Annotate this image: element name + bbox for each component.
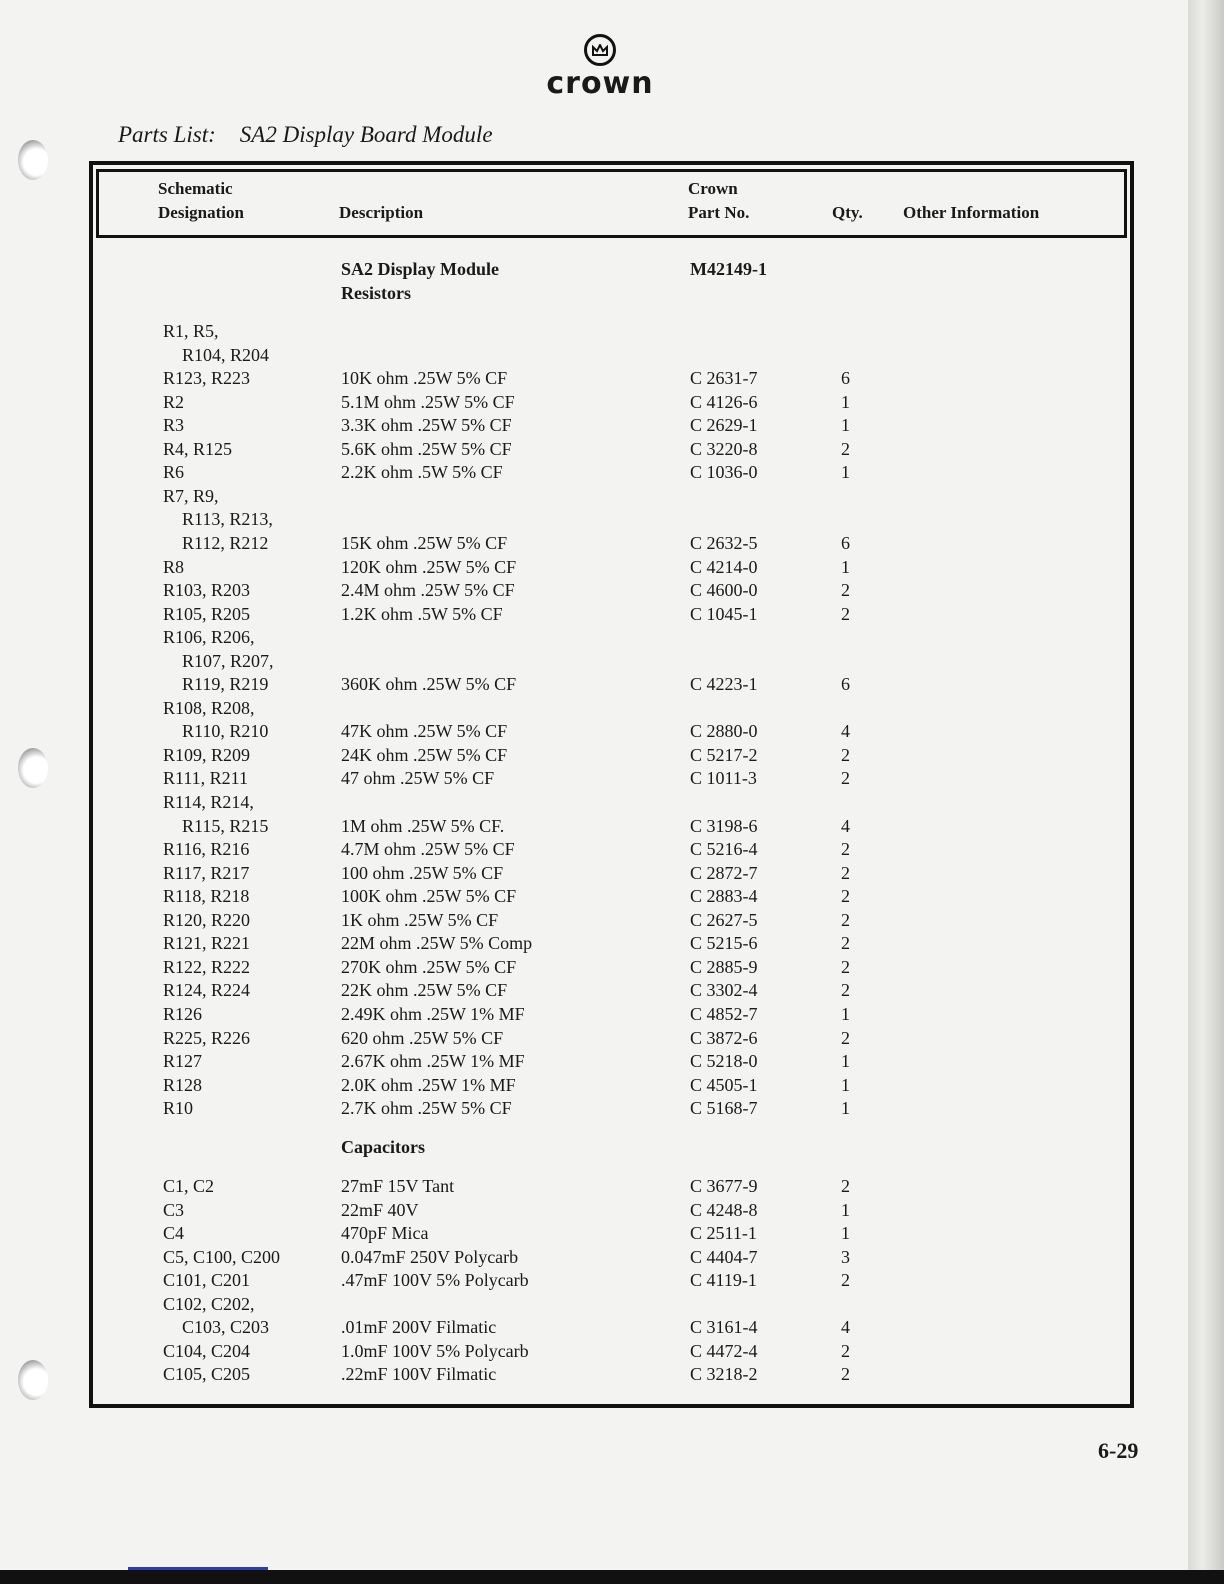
designation-cell: R108, R208, <box>163 697 255 718</box>
table-row <box>0 343 1100 367</box>
part-no-cell: C 3872-6 <box>690 1027 758 1048</box>
designation-cell: R120, R220 <box>163 909 251 930</box>
qty-cell: 2 <box>841 603 850 624</box>
designation-cell: R112, R212 <box>182 532 269 553</box>
qty-cell: 6 <box>841 532 850 553</box>
part-no-cell: C 4119-1 <box>690 1270 757 1290</box>
qty-cell: 1 <box>841 1074 850 1095</box>
description-cell: 3.3K ohm .25W 5% CF <box>341 415 512 436</box>
part-no-cell: C 2880-0 <box>690 721 758 742</box>
designation-cell: R115, R215 <box>182 815 269 836</box>
qty-cell: 4 <box>841 815 850 836</box>
punch-hole-top <box>18 140 48 180</box>
part-no-cell: C 2883-4 <box>690 886 758 907</box>
description-cell: 0.047mF 250V Polycarb <box>341 1246 519 1267</box>
table-row <box>0 884 1100 908</box>
table-row <box>0 578 1100 602</box>
table-row <box>0 602 1100 626</box>
part-no-cell: C 4248-8 <box>690 1199 758 1220</box>
table-row <box>0 1339 1100 1363</box>
part-no-cell: C 4214-0 <box>690 556 758 577</box>
qty-cell: 2 <box>841 862 850 883</box>
title-subject: SA2 Display Board Module <box>239 122 493 147</box>
description-cell: 2.2K ohm .5W 5% CF <box>341 462 503 483</box>
designation-cell: R225, R226 <box>163 1027 251 1048</box>
logo-text: crown <box>546 66 654 101</box>
table-row <box>0 390 1100 414</box>
qty-cell: 6 <box>841 674 850 695</box>
table-row <box>0 1198 1100 1222</box>
part-no-cell: C 4223-1 <box>690 674 758 695</box>
description-cell: 5.1M ohm .25W 5% CF <box>341 391 515 412</box>
designation-cell: R121, R221 <box>163 933 251 954</box>
part-no-cell: C 2885-9 <box>690 956 758 977</box>
qty-cell: 1 <box>841 1098 850 1119</box>
part-no-cell: C 2632-5 <box>690 532 758 553</box>
description-cell: 2.4M ohm .25W 5% CF <box>341 580 515 601</box>
table-row <box>0 1315 1100 1339</box>
description-cell: 2.67K ohm .25W 1% MF <box>341 1051 525 1072</box>
table-row <box>0 861 1100 885</box>
qty-cell: 2 <box>841 1270 850 1290</box>
description-cell: 22M ohm .25W 5% Comp <box>341 933 533 954</box>
description-cell: 1M ohm .25W 5% CF. <box>341 815 505 836</box>
header-qty: Qty. <box>832 203 863 222</box>
table-row <box>0 531 1100 555</box>
designation-cell: R3 <box>163 415 185 436</box>
header-description: Description <box>339 203 424 222</box>
table-row <box>0 1362 1100 1386</box>
qty-cell: 1 <box>841 1199 850 1220</box>
table-row <box>0 743 1100 767</box>
qty-cell: 1 <box>841 1223 850 1243</box>
table-row <box>0 978 1100 1002</box>
table-row <box>0 413 1100 437</box>
designation-cell: R105, R205 <box>163 603 251 624</box>
qty-cell: 2 <box>841 839 850 860</box>
table-row <box>0 1073 1100 1097</box>
table-row <box>0 1026 1100 1050</box>
designation-cell: R4, R125 <box>163 438 233 459</box>
table-row <box>0 766 1100 790</box>
designation-cell: R117, R217 <box>163 862 250 883</box>
qty-cell: 2 <box>841 933 850 954</box>
part-no-cell: C 4126-6 <box>690 391 758 412</box>
page-title <box>118 122 493 148</box>
designation-cell: C4 <box>163 1223 185 1243</box>
qty-cell: 1 <box>841 556 850 577</box>
description-cell: 15K ohm .25W 5% CF <box>341 532 508 553</box>
part-no-cell: C 1045-1 <box>690 603 758 624</box>
description-cell: 2.0K ohm .25W 1% MF <box>341 1074 516 1095</box>
description-cell: 2.49K ohm .25W 1% MF <box>341 1003 525 1024</box>
page-number: 6-29 <box>1098 1438 1139 1463</box>
designation-cell: R110, R210 <box>182 721 269 742</box>
description-cell: 470pF Mica <box>341 1223 429 1243</box>
table-row <box>0 1096 1100 1120</box>
table-row <box>0 814 1100 838</box>
designation-cell: R124, R224 <box>163 980 251 1001</box>
description-cell: .22mF 100V Filmatic <box>341 1364 497 1384</box>
section-capacitors: Capacitors <box>341 1137 425 1157</box>
designation-cell: R107, R207, <box>182 650 274 671</box>
qty-cell: 2 <box>841 580 850 601</box>
part-no-cell: C 4852-7 <box>690 1003 758 1024</box>
designation-cell: C101, C201 <box>163 1270 251 1290</box>
description-cell: 270K ohm .25W 5% CF <box>341 956 517 977</box>
table-row <box>0 1221 1100 1245</box>
part-no-cell: C 2627-5 <box>690 909 758 930</box>
part-no-cell: C 4472-4 <box>690 1340 758 1361</box>
part-no-cell: C 5168-7 <box>690 1098 758 1119</box>
part-no-cell: C 3218-2 <box>690 1364 758 1384</box>
qty-cell: 2 <box>841 980 850 1001</box>
designation-cell: R1, R5, <box>163 321 219 341</box>
part-no-cell: C 4404-7 <box>690 1246 758 1267</box>
part-no-cell: C 2631-7 <box>690 368 758 389</box>
description-cell: 5.6K ohm .25W 5% CF <box>341 438 512 459</box>
crown-logo <box>540 34 660 100</box>
qty-cell: 2 <box>841 1364 850 1384</box>
table-row <box>0 719 1100 743</box>
table-row <box>0 908 1100 932</box>
designation-cell: C3 <box>163 1199 185 1220</box>
designation-cell: R126 <box>163 1003 203 1024</box>
designation-cell: R104, R204 <box>182 344 270 365</box>
qty-cell: 1 <box>841 391 850 412</box>
table-row <box>0 507 1100 531</box>
part-no-cell: C 5218-0 <box>690 1051 758 1072</box>
table-row <box>0 460 1100 484</box>
designation-cell: R109, R209 <box>163 744 251 765</box>
designation-cell: R10 <box>163 1098 194 1119</box>
part-no-cell: C 5215-6 <box>690 933 758 954</box>
header-part-no: Crown Part No. <box>688 179 750 222</box>
qty-cell: 2 <box>841 1176 850 1196</box>
qty-cell: 2 <box>841 438 850 459</box>
table-row <box>0 319 1100 343</box>
designation-cell: R118, R218 <box>163 886 250 907</box>
table-row <box>0 1049 1100 1073</box>
page-bottom-edge <box>0 1570 1224 1584</box>
description-cell: 360K ohm .25W 5% CF <box>341 674 517 695</box>
designation-cell: R114, R214, <box>163 792 254 812</box>
description-cell: 2.7K ohm .25W 5% CF <box>341 1098 512 1119</box>
table-row <box>0 437 1100 461</box>
table-row <box>0 366 1100 390</box>
designation-cell: C5, C100, C200 <box>163 1246 281 1267</box>
description-cell: 120K ohm .25W 5% CF <box>341 556 517 577</box>
designation-cell: R6 <box>163 462 185 483</box>
description-cell: 10K ohm .25W 5% CF <box>341 368 508 389</box>
part-no-cell: C 1036-0 <box>690 462 758 483</box>
table-row <box>0 1268 1100 1292</box>
table-row <box>0 672 1100 696</box>
description-cell: 1.0mF 100V 5% Polycarb <box>341 1340 529 1361</box>
part-no-cell: C 1011-3 <box>690 768 757 789</box>
designation-cell: R8 <box>163 556 185 577</box>
description-cell: 1.2K ohm .5W 5% CF <box>341 603 503 624</box>
module-part-no: M42149-1 <box>690 259 767 279</box>
designation-cell: R123, R223 <box>163 368 251 389</box>
designation-cell: R127 <box>163 1051 203 1072</box>
qty-cell: 6 <box>841 368 850 389</box>
qty-cell: 1 <box>841 1051 850 1072</box>
qty-cell: 2 <box>841 744 850 765</box>
description-cell: 24K ohm .25W 5% CF <box>341 744 508 765</box>
qty-cell: 2 <box>841 1027 850 1048</box>
designation-cell: R2 <box>163 391 185 412</box>
designation-cell: R106, R206, <box>163 627 255 648</box>
part-no-cell: C 3161-4 <box>690 1317 758 1337</box>
description-cell: 22K ohm .25W 5% CF <box>341 980 508 1001</box>
part-no-cell: C 2872-7 <box>690 862 758 883</box>
designation-cell: C103, C203 <box>182 1317 270 1337</box>
description-cell: 4.7M ohm .25W 5% CF <box>341 839 515 860</box>
part-no-cell: C 3302-4 <box>690 980 758 1001</box>
designation-cell: C104, C204 <box>163 1340 251 1361</box>
section-resistors: Resistors <box>341 283 411 303</box>
designation-cell: R128 <box>163 1074 203 1095</box>
description-cell: 100 ohm .25W 5% CF <box>341 862 504 883</box>
table-row <box>0 696 1100 720</box>
table-row <box>0 790 1100 814</box>
page-edge <box>1188 0 1224 1584</box>
designation-cell: R116, R216 <box>163 839 250 860</box>
qty-cell: 2 <box>841 956 850 977</box>
designation-cell: R7, R9, <box>163 485 219 506</box>
crown-emblem-icon <box>584 34 616 66</box>
designation-cell: R119, R219 <box>182 674 269 695</box>
table-row <box>0 837 1100 861</box>
designation-cell: R103, R203 <box>163 580 251 601</box>
qty-cell: 3 <box>841 1246 850 1267</box>
table-row <box>0 955 1100 979</box>
qty-cell: 1 <box>841 1003 850 1024</box>
table-row <box>0 555 1100 579</box>
designation-cell: R122, R222 <box>163 956 251 977</box>
qty-cell: 1 <box>841 415 850 436</box>
part-no-cell: C 3677-9 <box>690 1176 758 1196</box>
description-cell: 620 ohm .25W 5% CF <box>341 1027 504 1048</box>
table-row <box>0 1174 1100 1198</box>
table-row <box>0 484 1100 508</box>
qty-cell: 4 <box>841 1317 850 1337</box>
table-row <box>0 625 1100 649</box>
header-designation: Schematic Designation <box>158 179 244 222</box>
designation-cell: C105, C205 <box>163 1364 251 1384</box>
module-name: SA2 Display Module <box>341 259 500 279</box>
table-row <box>0 1002 1100 1026</box>
part-no-cell: C 3198-6 <box>690 815 758 836</box>
designation-cell: R111, R211 <box>163 768 249 789</box>
designation-cell: C1, C2 <box>163 1176 215 1196</box>
table-row <box>0 931 1100 955</box>
part-no-cell: C 2511-1 <box>690 1223 757 1243</box>
part-no-cell: C 5217-2 <box>690 744 758 765</box>
description-cell: 22mF 40V <box>341 1199 419 1220</box>
table-row <box>0 649 1100 673</box>
designation-cell: C102, C202, <box>163 1293 255 1314</box>
part-no-cell: C 3220-8 <box>690 438 758 459</box>
description-cell: 47K ohm .25W 5% CF <box>341 721 508 742</box>
table-row <box>0 1245 1100 1269</box>
qty-cell: 2 <box>841 768 850 789</box>
header-other-info: Other Information <box>903 203 1040 222</box>
part-no-cell: C 5216-4 <box>690 839 758 860</box>
part-no-cell: C 4600-0 <box>690 580 758 601</box>
qty-cell: 2 <box>841 1340 850 1361</box>
title-prefix: Parts List: <box>118 122 216 147</box>
description-cell: 47 ohm .25W 5% CF <box>341 768 495 789</box>
description-cell: 1K ohm .25W 5% CF <box>341 909 499 930</box>
table-row <box>0 1292 1100 1316</box>
designation-cell: R113, R213, <box>182 509 273 530</box>
description-cell: 27mF 15V Tant <box>341 1176 455 1196</box>
qty-cell: 2 <box>841 909 850 930</box>
description-cell: .01mF 200V Filmatic <box>341 1317 497 1337</box>
part-no-cell: C 4505-1 <box>690 1074 758 1095</box>
qty-cell: 1 <box>841 462 850 483</box>
description-cell: 100K ohm .25W 5% CF <box>341 886 517 907</box>
part-no-cell: C 2629-1 <box>690 415 758 436</box>
description-cell: .47mF 100V 5% Polycarb <box>341 1270 529 1290</box>
qty-cell: 4 <box>841 721 850 742</box>
qty-cell: 2 <box>841 886 850 907</box>
